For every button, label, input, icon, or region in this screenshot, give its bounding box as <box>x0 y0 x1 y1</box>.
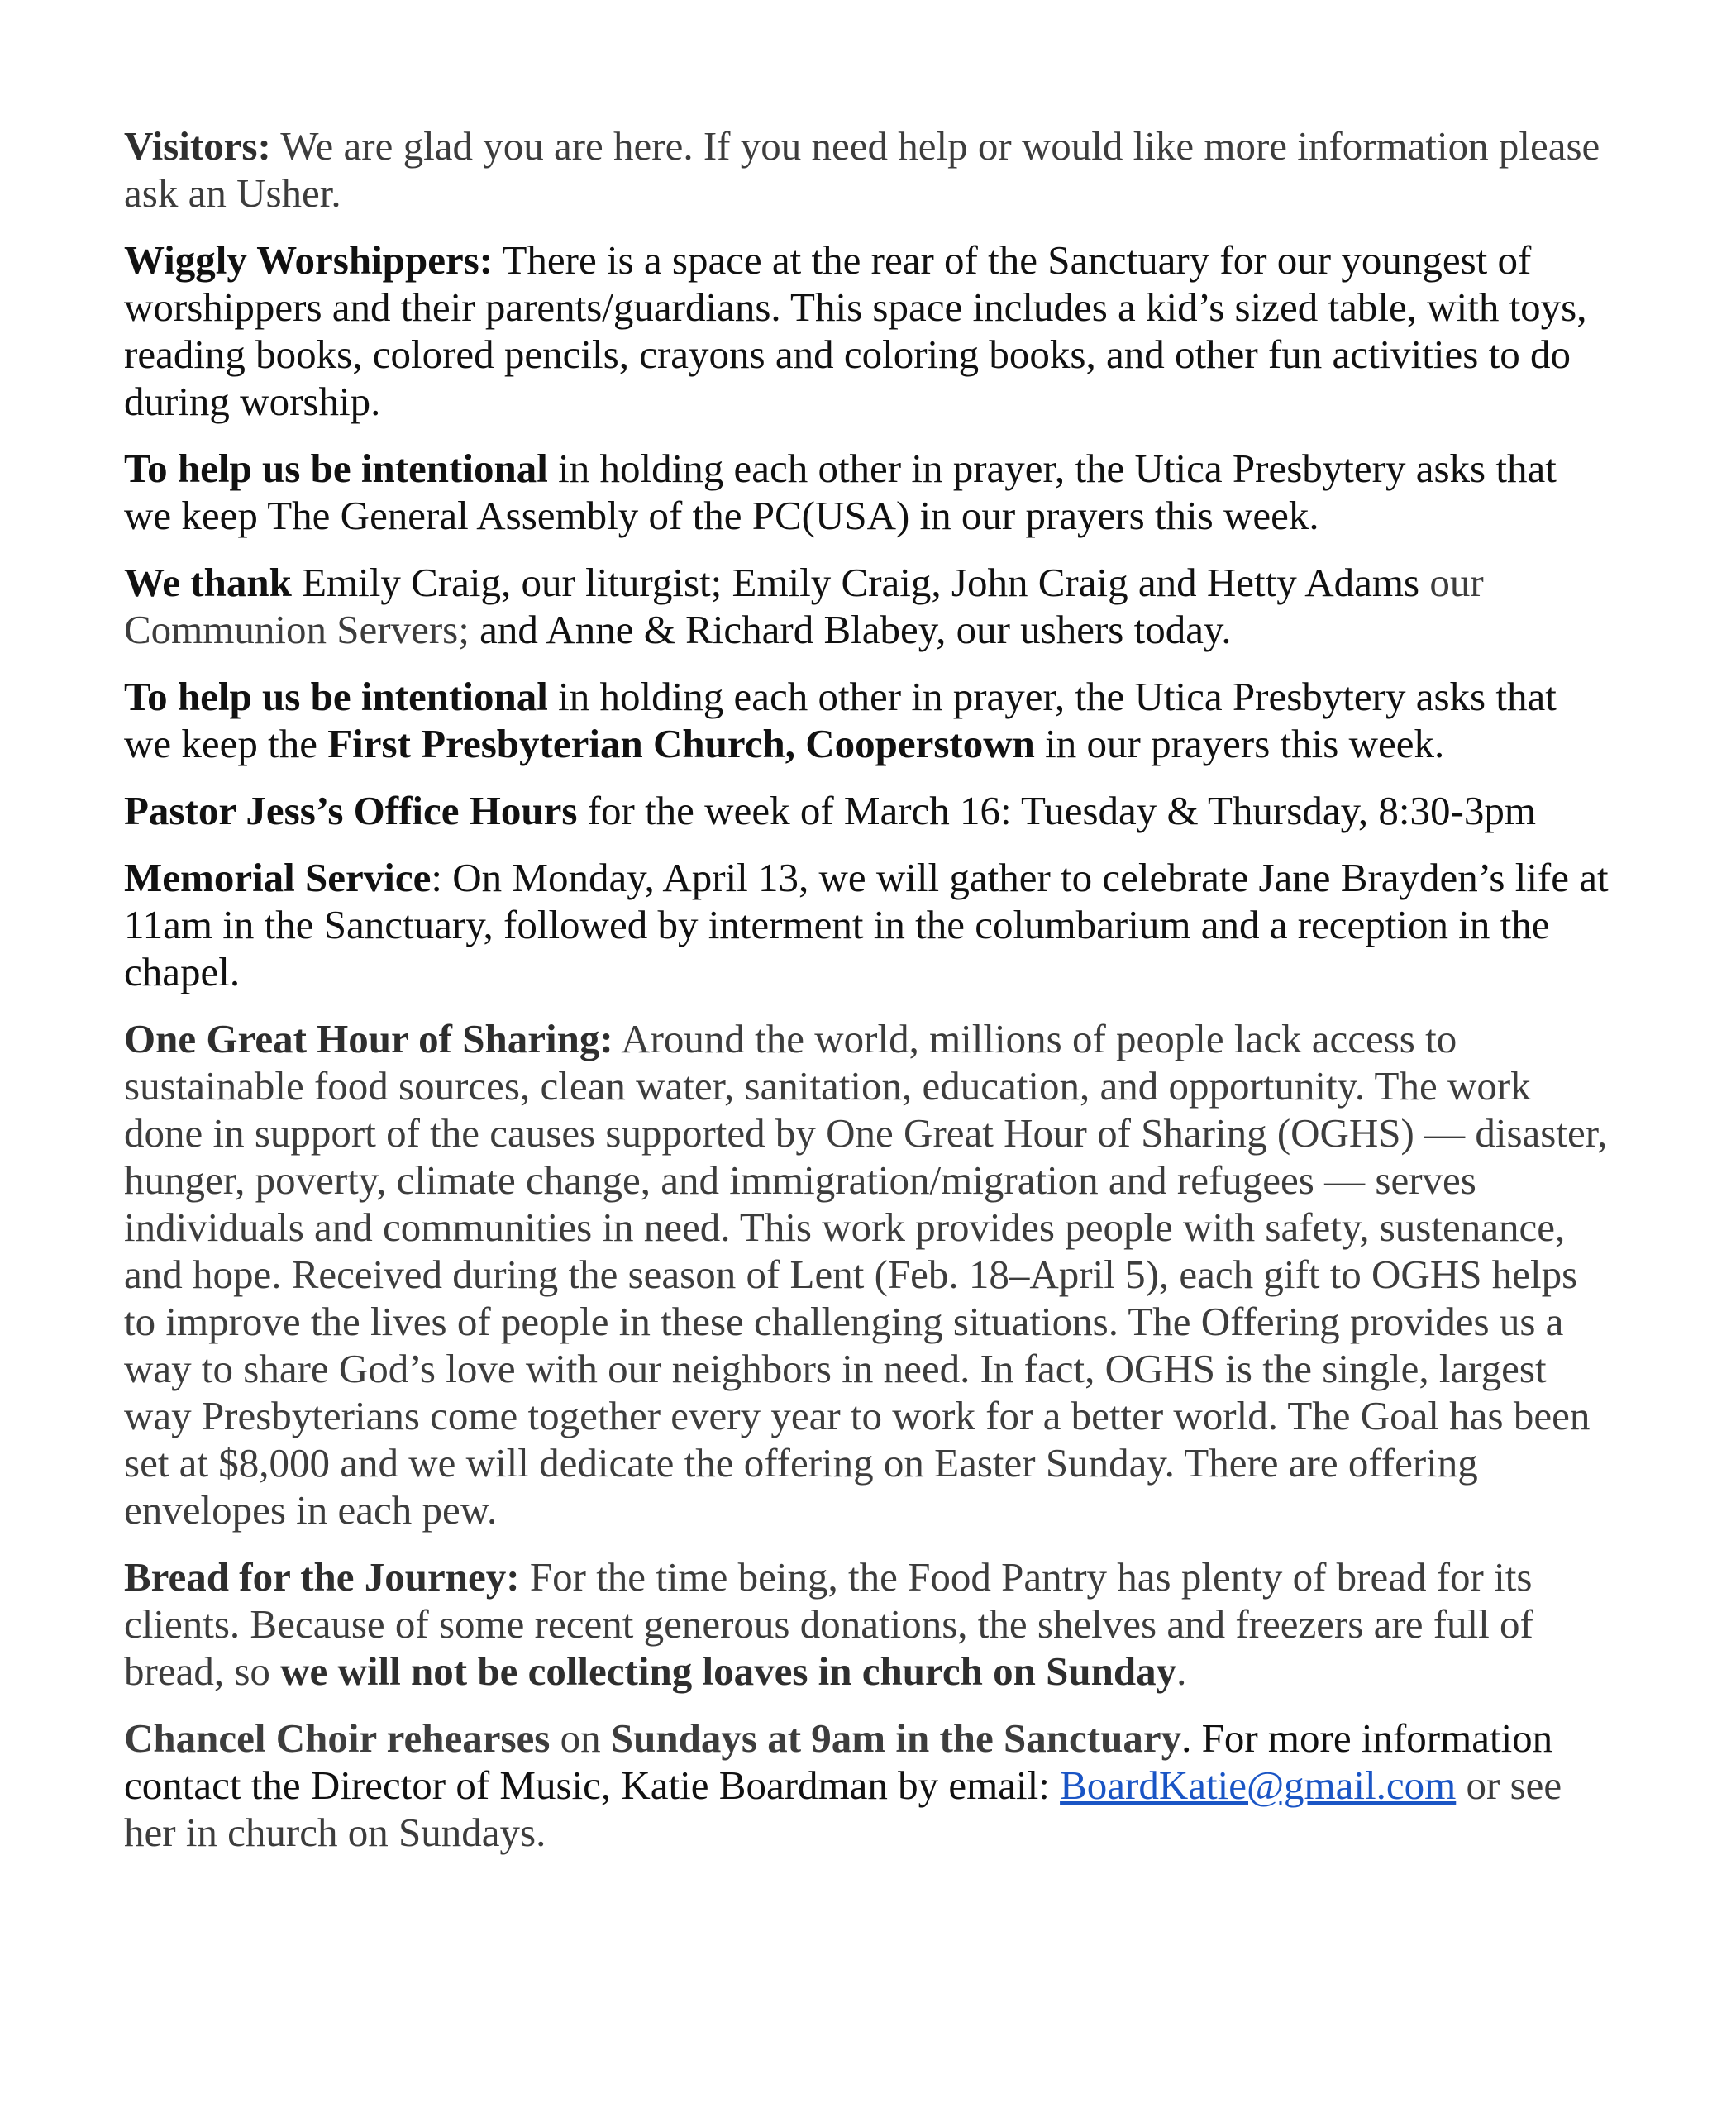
prayer-request-cooperstown <box>124 673 1612 767</box>
office-hours-paragraph <box>124 787 1612 834</box>
prayer-request-general-assembly <box>124 445 1612 539</box>
bread-journey-text: For the time being, the Food Pantry has plenty of bread for its clients. Because of some recent generous donations, the shelves and freezers are full of bread, so <box>124 1554 1533 1694</box>
memorial-service-label: Memorial Service <box>124 855 432 900</box>
visitors-paragraph <box>124 122 1612 217</box>
bulletin-announcements <box>124 122 1612 1876</box>
wiggly-worshippers-label: Wiggly Worshippers: <box>124 237 494 283</box>
prayer-church-name: First Presbyterian Church, Cooperstown <box>327 721 1035 766</box>
thanks-label: We thank <box>124 560 292 605</box>
oghs-label: One Great Hour of Sharing: <box>124 1016 613 1061</box>
prayer-request-label: To help us be intentional <box>124 674 548 719</box>
thanks-liturgist-text: Emily Craig, our liturgist; Emily Craig, John Craig and Hetty Adams <box>291 560 1420 605</box>
bread-journey-emphasis: we will not be collecting loaves in church on Sunday <box>280 1648 1177 1694</box>
choir-contact-text: . For more information contact the Director of Music, Katie Boardman by email: <box>124 1715 1553 1808</box>
prayer-request-text-end: in our prayers this week. <box>1034 721 1445 766</box>
choir-on-text: on <box>550 1715 611 1761</box>
choir-closing-text: or see her in church on Sundays. <box>124 1762 1562 1855</box>
oghs-text: Around the world, millions of people lack access to sustainable food sources, clean water, sanitation, education, and opportunity. The work done in support of the causes supported by One Great Hour of Sharing (OGHS) — disaster, hunger, poverty, climate change, and immigration/migration and refugees — serves individuals and communities in need. This work provides people with safety, sustenance, and hope. Received during the season of Lent (Feb. 18–April 5), each gift to OGHS helps to improve the lives of people in these challenging situations. The Offering provides us a way to share God’s love with our neighbors in need. In fact, OGHS is the single, largest way Presbyterians come together every year to work for a better world. The Goal has been set at $8,000 and we will dedicate the offering on Easter Sunday. There are offering envelopes in each pew. <box>124 1016 1608 1533</box>
visitors-label: Visitors: <box>124 123 271 169</box>
thanks-ushers-text: and Anne & Richard Blabey, our ushers today. <box>469 607 1232 652</box>
thanks-communion-text: our Communion Servers; <box>124 560 1484 652</box>
memorial-service-paragraph <box>124 854 1612 995</box>
wiggly-worshippers-text: There is a space at the rear of the Sanctuary for our youngest of worshippers and their parents/guardians. This space includes a kid’s sized table, with toys, reading books, colored pencils, crayons and coloring books, and other fun activities to do during worship. <box>124 237 1587 424</box>
oghs-paragraph <box>124 1015 1612 1533</box>
choir-schedule: Sundays at 9am in the Sanctuary <box>610 1715 1182 1761</box>
visitors-text: We are glad you are here. If you need help or would like more information please ask an Usher. <box>124 123 1600 216</box>
director-email-link[interactable]: BoardKatie@gmail.com <box>1060 1762 1457 1808</box>
office-hours-label: Pastor Jess’s Office Hours <box>124 788 578 833</box>
bread-journey-period: . <box>1176 1648 1187 1694</box>
choir-label: Chancel Choir rehearses <box>124 1715 551 1761</box>
memorial-service-text: : On Monday, April 13, we will gather to celebrate Jane Brayden’s life at 11am in the Sanctuary, followed by interment in the columbarium and a reception in the chapel. <box>124 855 1609 994</box>
office-hours-text: for the week of March 16: Tuesday & Thursday, 8:30-3pm <box>577 788 1536 833</box>
bread-journey-paragraph <box>124 1553 1612 1695</box>
bread-journey-label: Bread for the Journey: <box>124 1554 520 1600</box>
wiggly-worshippers-paragraph <box>124 236 1612 425</box>
choir-paragraph <box>124 1715 1612 1856</box>
prayer-request-label: To help us be intentional <box>124 446 548 491</box>
prayer-request-text: in holding each other in prayer, the Utica Presbytery asks that we keep The General Assembly of the PC(USA) in our prayers this week. <box>124 446 1557 538</box>
thanks-paragraph <box>124 559 1612 653</box>
prayer-request-text: in holding each other in prayer, the Utica Presbytery asks that we keep the <box>124 674 1557 766</box>
